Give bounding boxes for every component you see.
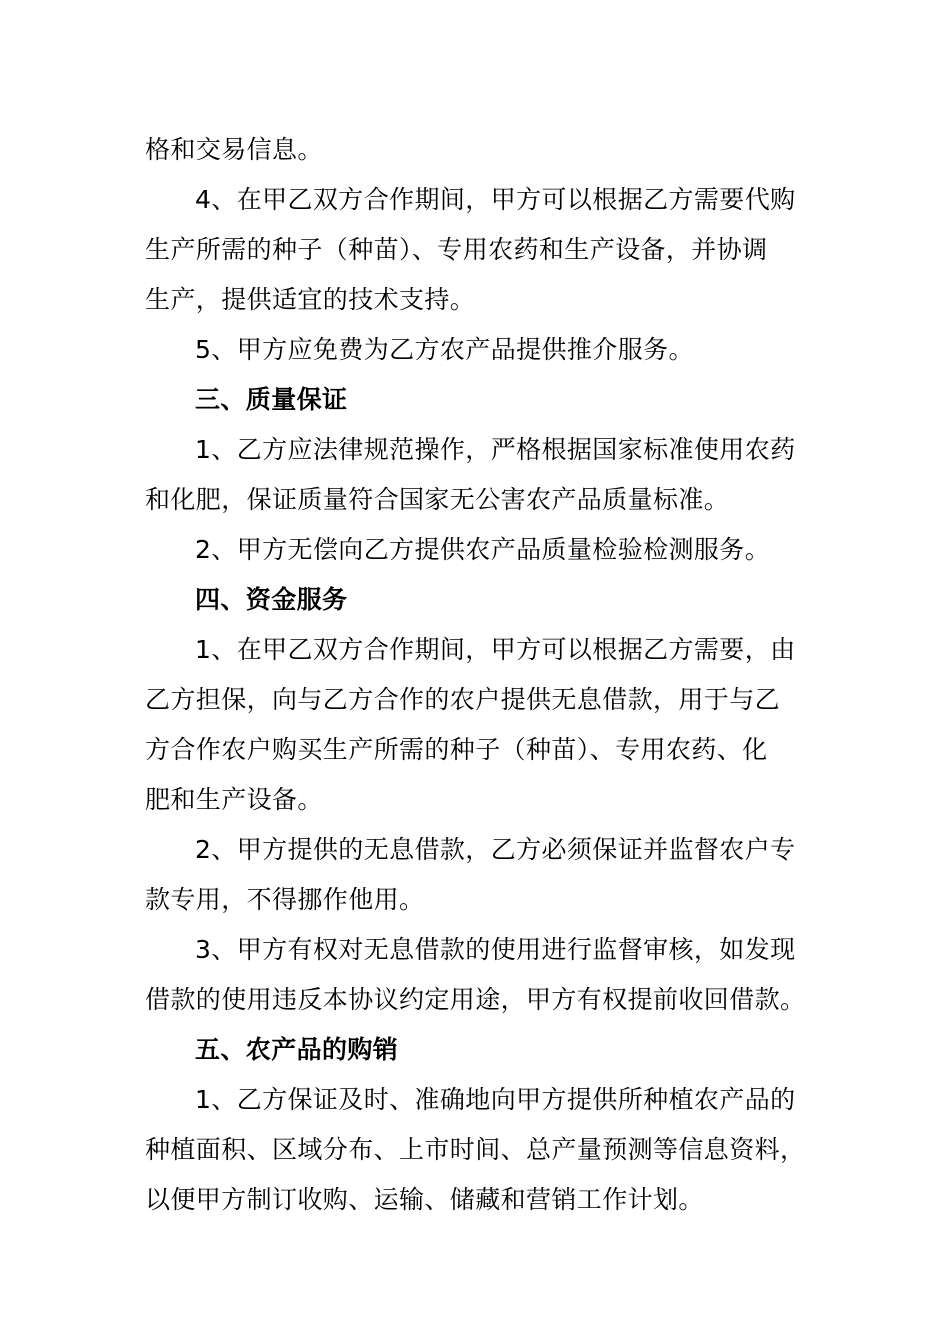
paragraph-line: 和化肥，保证质量符合国家无公害农产品质量标准。 <box>145 485 730 514</box>
paragraph-line: 款专用，不得挪作他用。 <box>145 885 425 914</box>
paragraph-line: 3、甲方有权对无息借款的使用进行监督审核，如发现 <box>195 935 796 964</box>
paragraph-line: 乙方担保，向与乙方合作的农户提供无息借款，用于与乙 <box>145 685 781 714</box>
paragraph-line: 1、在甲乙双方合作期间，甲方可以根据乙方需要，由 <box>195 635 796 664</box>
paragraph-line: 1、乙方保证及时、准确地向甲方提供所种植农产品的 <box>195 1085 796 1114</box>
paragraph-line: 生产，提供适宜的技术支持。 <box>145 285 476 314</box>
paragraph-line: 2、甲方提供的无息借款，乙方必须保证并监督农户专 <box>195 835 796 864</box>
paragraph-line: 2、甲方无偿向乙方提供农产品质量检验检测服务。 <box>195 535 771 564</box>
paragraph-line: 4、在甲乙双方合作期间，甲方可以根据乙方需要代购 <box>195 185 796 214</box>
paragraph-line: 肥和生产设备。 <box>145 785 323 814</box>
paragraph-line: 方合作农户购买生产所需的种子（种苗）、专用农药、化 <box>145 735 768 764</box>
section-heading: 五、农产品的购销 <box>195 1035 399 1064</box>
paragraph-line: 种植面积、区域分布、上市时间、总产量预测等信息资料， <box>145 1135 806 1164</box>
paragraph-line: 生产所需的种子（种苗）、专用农药和生产设备，并协调 <box>145 235 768 264</box>
paragraph-line: 1、乙方应法律规范操作，严格根据国家标准使用农药 <box>195 435 796 464</box>
paragraph-line: 格和交易信息。 <box>145 135 323 164</box>
section-heading: 三、质量保证 <box>195 385 348 414</box>
paragraph-line: 5、甲方应免费为乙方农产品提供推介服务。 <box>195 335 694 364</box>
paragraph-line: 借款的使用违反本协议约定用途，甲方有权提前收回借款。 <box>145 985 806 1014</box>
paragraph-line: 以便甲方制订收购、运输、储藏和营销工作计划。 <box>145 1185 704 1214</box>
section-heading: 四、资金服务 <box>195 585 348 614</box>
